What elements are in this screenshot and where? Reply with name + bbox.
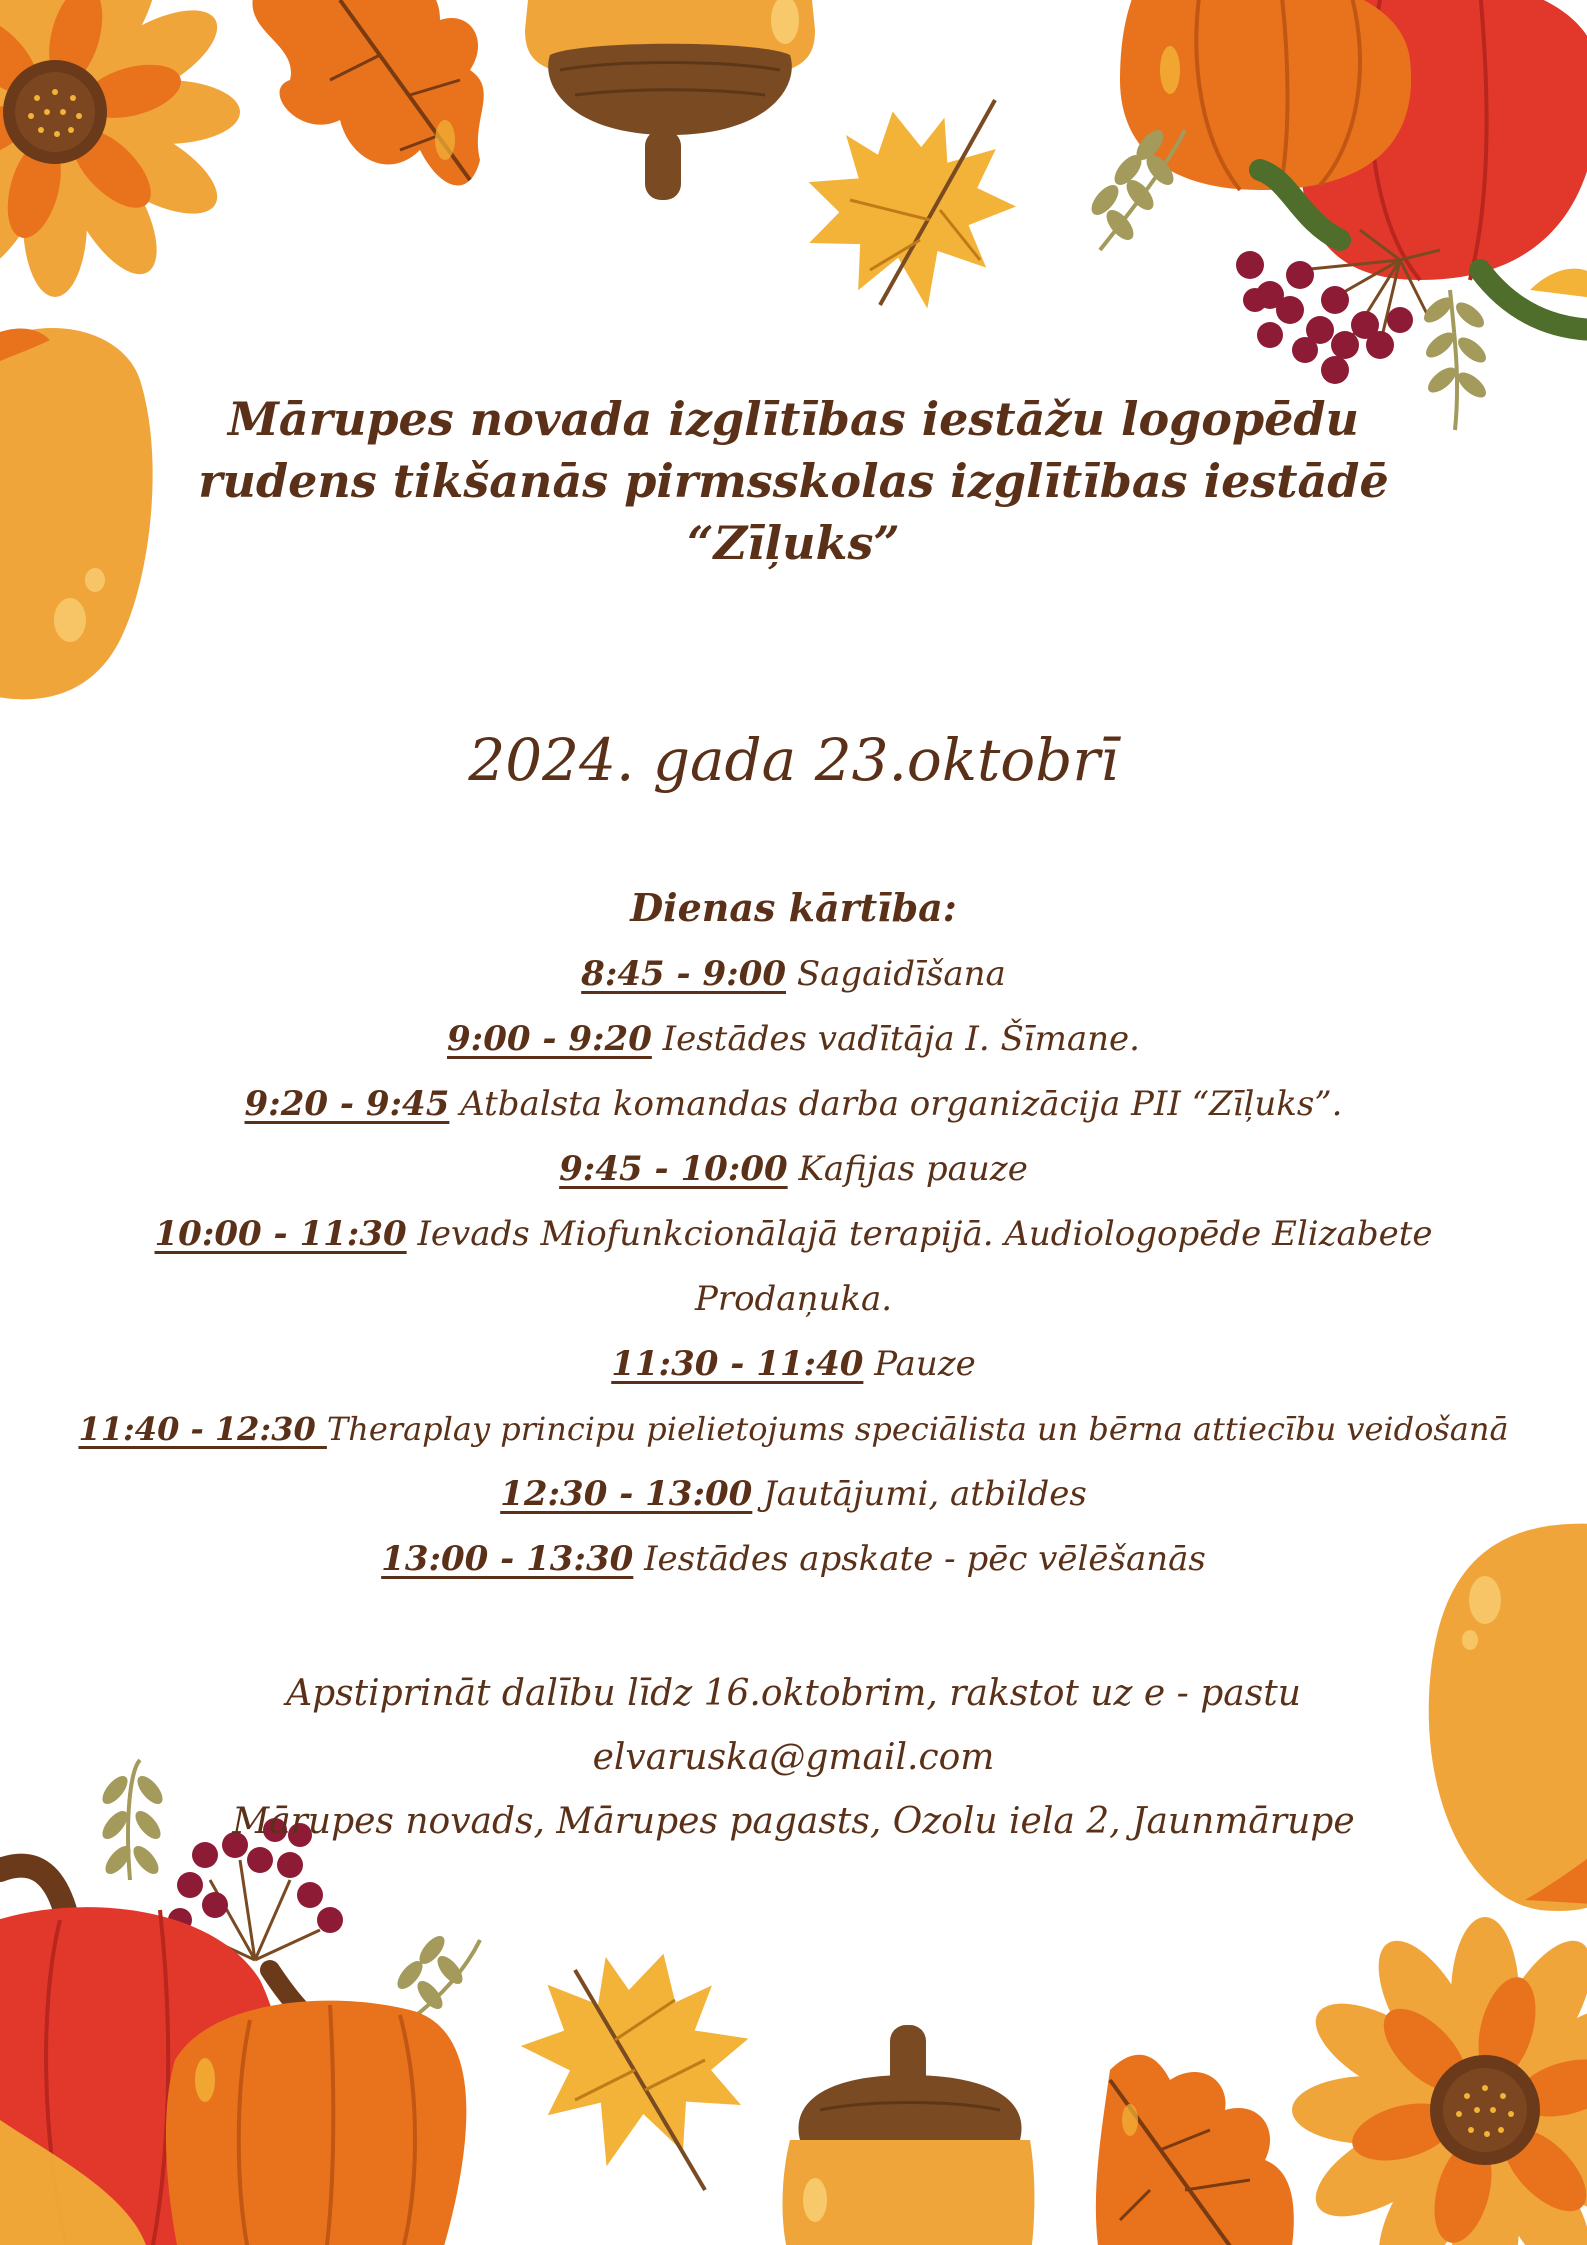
schedule-text: Prodaņuka.	[694, 1279, 893, 1319]
acorn-icon	[783, 2025, 1035, 2245]
schedule-text: Sagaidīšana	[786, 954, 1006, 994]
title-line-2: rudens tikšanās pirmsskolas izglītības iestādē	[198, 454, 1389, 508]
schedule-text: Kafijas pauze	[787, 1149, 1028, 1189]
schedule-text: Iestādes vadītāja I. Šīmane.	[651, 1019, 1140, 1059]
rsvp-note: Apstiprināt dalību līdz 16.oktobrim, rakstot uz e - pastu	[286, 1673, 1301, 1714]
event-title	[160, 388, 1427, 574]
event-address: Mārupes novads, Mārupes pagasts, Ozolu iela 2, Jaunmārupe	[232, 1801, 1355, 1842]
schedule-time: 9:00 - 9:20	[447, 1019, 652, 1059]
schedule-time: 11:40 - 12:30	[78, 1410, 327, 1448]
acorn-icon	[525, 0, 815, 200]
schedule-time: 11:30 - 11:40	[611, 1344, 864, 1384]
schedule-item	[30, 1397, 1557, 1462]
schedule-text: Pauze	[863, 1344, 976, 1384]
schedule-text: Ievads Miofunkcionālajā terapijā. Audiologopēde Elizabete	[406, 1214, 1433, 1254]
schedule-item	[30, 1527, 1557, 1592]
maple-leaf-icon	[789, 93, 1031, 326]
title-line-3: “Zīļuks”	[687, 516, 900, 570]
schedule-item	[30, 1332, 1557, 1397]
schedule-time: 9:20 - 9:45	[244, 1084, 450, 1124]
schedule-item	[30, 1202, 1557, 1267]
schedule-time: 8:45 - 9:00	[581, 954, 787, 994]
sunflower-icon	[1292, 1917, 1587, 2245]
schedule-heading: Dienas kārtība:	[630, 885, 957, 930]
contact-email: elvaruska@gmail.com	[592, 1737, 995, 1778]
contact-info	[0, 1662, 1587, 1854]
schedule-item	[30, 1462, 1557, 1527]
schedule-time: 10:00 - 11:30	[154, 1214, 407, 1254]
schedule-text: Theraplay principu pielietojums speciālista un bērna attiecību veidošanā	[326, 1410, 1509, 1448]
schedule-item	[30, 1072, 1557, 1137]
sunflower-icon	[0, 0, 240, 297]
schedule-item-continuation	[30, 1267, 1557, 1332]
oak-leaf-icon	[252, 0, 483, 185]
title-line-1: Mārupes novada izglītības iestāžu logopēdu	[227, 392, 1360, 446]
schedule-text: Jautājumi, atbildes	[752, 1474, 1087, 1514]
schedule-text: Atbalsta komandas darba organizācija PII “Zīļuks”.	[449, 1084, 1343, 1124]
schedule-item	[30, 1137, 1557, 1202]
schedule-item	[30, 1007, 1557, 1072]
schedule-text: Iestādes apskate - pēc vēlēšanās	[633, 1539, 1206, 1579]
maple-leaf-icon	[496, 1924, 773, 2196]
schedule-time: 9:45 - 10:00	[559, 1149, 788, 1189]
schedule-time: 13:00 - 13:30	[381, 1539, 634, 1579]
schedule-time: 12:30 - 13:00	[500, 1474, 753, 1514]
gourd-icon	[0, 328, 153, 699]
event-date: 2024. gada 23.oktobrī	[468, 726, 1119, 794]
oak-leaf-icon	[1096, 2055, 1294, 2245]
schedule-item	[30, 942, 1557, 1007]
pumpkin-icon	[1120, 0, 1587, 330]
schedule-list	[30, 942, 1557, 1592]
